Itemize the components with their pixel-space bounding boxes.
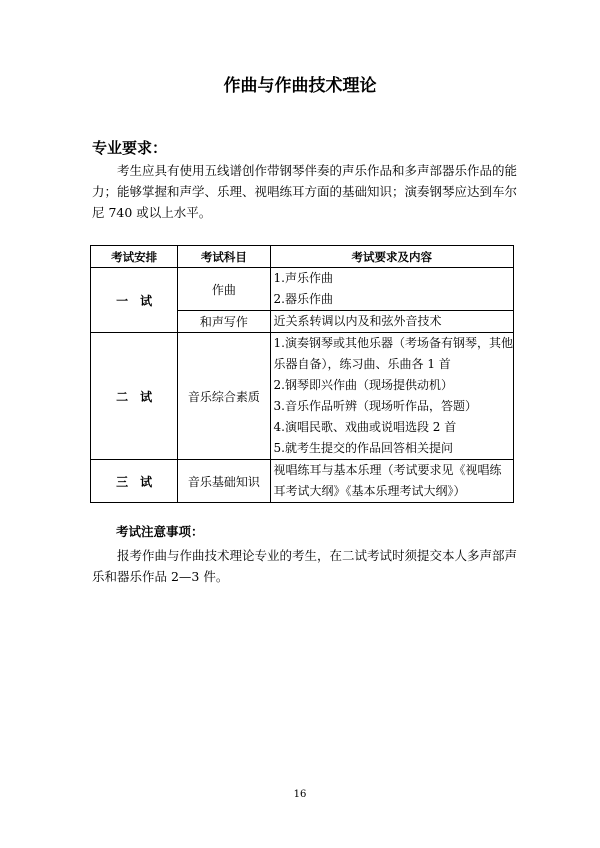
round-cell: 一 试 [91,268,178,333]
table-row [91,333,514,460]
content-line: 耳考试大纲》《基本乐理考试大纲》） [273,484,466,498]
content-cell [270,311,513,333]
page-title: 作曲与作曲技术理论 [223,76,377,96]
subject-cell: 和声写作 [178,311,270,333]
requirements-heading: 专业要求： [92,139,168,157]
content-line: 近关系转调以内及和弦外音技术 [273,314,442,328]
requirements-line: 尼 740 或以上水平。 [92,205,212,220]
requirements-line: 考生应具有使用五线谱创作带钢琴伴奏的声乐作品和多声部器乐作品的能 [117,163,518,178]
table-row [91,460,514,503]
content-line: 视唱练耳与基本乐理（考试要求见《视唱练 [273,463,502,477]
subject-cell: 作曲 [178,268,270,311]
notes-paragraph [92,545,518,587]
content-cell [270,268,513,311]
content-line: 2.器乐作曲 [273,292,333,306]
notes-line: 乐和器乐作品 2—3 件。 [92,569,229,584]
notes-heading: 考试注意事项： [116,524,204,539]
content-line: 1.声乐作曲 [273,271,333,285]
round-cell: 二 试 [91,333,178,460]
content-line: 2.钢琴即兴作曲（现场提供动机） [273,378,453,392]
header-subject: 考试科目 [178,246,270,268]
content-cell [270,333,513,460]
header-content: 考试要求及内容 [270,246,513,268]
notes-line: 报考作曲与作曲技术理论专业的考生，在二试考试时须提交本人多声部声 [117,548,518,563]
subject-cell: 音乐基础知识 [178,460,270,503]
content-cell [270,460,513,503]
requirements-line: 力；能够掌握和声学、乐理、视唱练耳方面的基础知识；演奏钢琴应达到车尔 [92,184,518,199]
requirements-paragraph [92,160,518,223]
table-header-row [91,246,514,268]
content-line: 1.演奏钢琴或其他乐器（考场备有钢琴，其他 [273,336,513,350]
round-cell: 三 试 [91,460,178,503]
exam-table [90,245,514,503]
table-row [91,268,514,311]
content-line: 3.音乐作品听辨（现场听作品，答题） [273,399,477,413]
page-number: 16 [293,789,307,800]
content-line: 5.就考生提交的作品回答相关提问 [273,441,453,455]
content-line: 4.演唱民歌、戏曲或说唱选段 2 首 [273,420,457,434]
content-line: 乐器自备），练习曲、乐曲各 1 首 [273,357,451,371]
header-arrangement: 考试安排 [91,246,178,268]
subject-cell: 音乐综合素质 [178,333,270,460]
